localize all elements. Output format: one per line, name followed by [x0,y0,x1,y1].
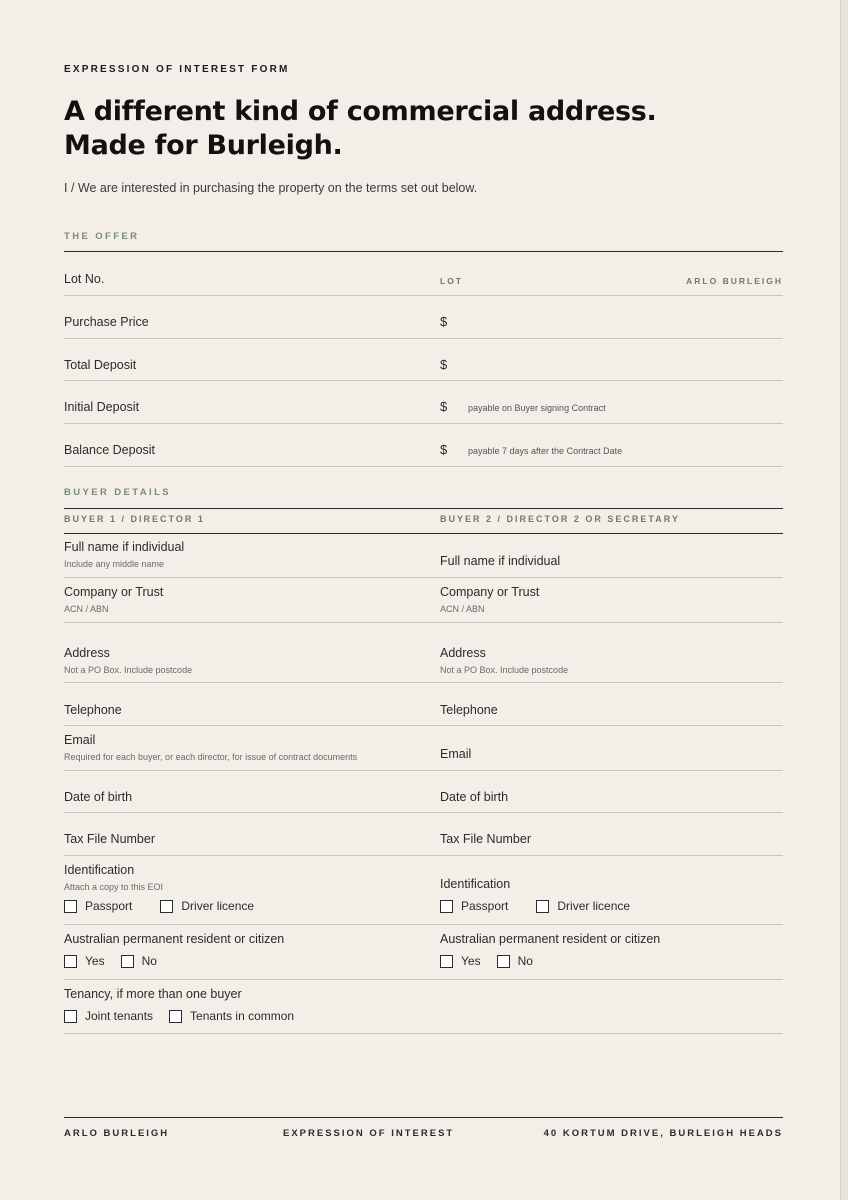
total-deposit-label: Total Deposit [64,358,137,372]
checkbox-label: Yes [461,954,481,968]
buyer-2-tfn-label: Tax File Number [440,832,531,846]
dob-field-line[interactable] [64,812,783,813]
tfn-field-line[interactable] [64,855,783,856]
divider [64,1033,783,1034]
balance-deposit-field-line[interactable] [64,466,783,467]
total-deposit-currency: $ [440,357,448,372]
checkbox-box[interactable] [440,955,453,968]
checkbox-box[interactable] [64,900,77,913]
tenants-in-common-checkbox[interactable] [169,1009,294,1023]
company-field-line[interactable] [64,622,783,623]
page-title [64,95,783,163]
joint-tenants-checkbox[interactable] [64,1009,153,1023]
checkbox-label: Tenants in common [190,1009,295,1023]
purchase-price-label: Purchase Price [64,315,149,329]
buyer-1-telephone-label: Telephone [64,703,122,717]
full-name-field-line[interactable] [64,577,783,578]
purchase-price-field-line[interactable] [64,338,783,339]
buyer-1-identification-hint: Attach a copy to this EOI [64,882,164,892]
buyer-1-residency-label: Australian permanent resident or citizen [64,932,285,946]
divider [64,979,783,980]
tenancy-options [64,1009,294,1023]
purchase-price-currency: $ [440,314,448,329]
buyer-2-yes-checkbox[interactable] [440,954,481,968]
buyer-2-telephone-label: Telephone [440,703,498,717]
buyer-2-company-label: Company or Trust [440,585,540,599]
buyer-2-passport-checkbox[interactable] [440,899,508,913]
footer-right: 40 KORTUM DRIVE, BURLEIGH HEADS [543,1128,783,1139]
initial-deposit-field-line[interactable] [64,423,783,424]
buyer-2-driver-licence-checkbox[interactable] [536,899,630,913]
buyer-1-full-name-hint: Include any middle name [64,559,165,569]
buyer-1-driver-licence-checkbox[interactable] [160,899,254,913]
initial-deposit-label: Initial Deposit [64,400,140,414]
buyer-1-email-hint: Required for each buyer, or each director, for issue of contract documents [64,752,358,762]
buyer-1-heading: BUYER 1 / DIRECTOR 1 [64,514,205,524]
tenancy-label: Tenancy, if more than one buyer [64,987,242,1001]
buyer-1-residency-options [64,954,157,968]
buyer-2-email-label: Email [440,747,472,761]
telephone-field-line[interactable] [64,725,783,726]
buyer-1-identification-label: Identification [64,863,135,877]
buyer-1-address-label: Address [64,646,110,660]
buyer-2-identification-options [440,899,630,913]
checkbox-label: No [141,954,157,968]
buyer-1-address-hint: Not a PO Box. Include postcode [64,665,193,675]
buyer-2-address-hint: Not a PO Box. Include postcode [440,665,569,675]
checkbox-box[interactable] [169,1010,182,1023]
buyer-2-full-name-label: Full name if individual [440,554,561,568]
buyer-2-dob-label: Date of birth [440,790,509,804]
checkbox-box[interactable] [536,900,549,913]
footer-divider [64,1117,783,1118]
checkbox-label: Yes [85,954,105,968]
balance-deposit-note: payable 7 days after the Contract Date [468,446,623,456]
balance-deposit-currency: $ [440,442,448,457]
checkbox-label: No [517,954,533,968]
buyer-2-no-checkbox[interactable] [497,954,533,968]
checkbox-label: Passport [461,899,509,913]
buyer-1-identification-options [64,899,254,913]
divider [64,533,783,534]
checkbox-box[interactable] [160,900,173,913]
section-title-buyer: BUYER DETAILS [64,487,172,498]
title-line-1: A different kind of commercial address. [64,96,657,127]
checkbox-label: Driver licence [181,899,255,913]
title-line-2: Made for Burleigh. [64,130,343,161]
buyer-1-full-name-label: Full name if individual [64,540,185,554]
checkbox-box[interactable] [121,955,134,968]
lot-label: Lot No. [64,272,105,286]
page-edge [840,0,848,1200]
checkbox-box[interactable] [64,1010,77,1023]
divider [64,251,783,252]
buyer-1-company-label: Company or Trust [64,585,164,599]
buyer-2-address-label: Address [440,646,486,660]
initial-deposit-currency: $ [440,399,448,414]
buyer-2-heading: BUYER 2 / DIRECTOR 2 OR SECRETARY [440,514,680,524]
intro-text: I / We are interested in purchasing the property on the terms set out below. [64,181,478,195]
buyer-2-residency-options [440,954,533,968]
buyer-1-no-checkbox[interactable] [121,954,157,968]
footer-left: ARLO BURLEIGH [64,1128,170,1139]
buyer-1-email-label: Email [64,733,96,747]
buyer-2-identification-label: Identification [440,877,511,891]
checkbox-box[interactable] [497,955,510,968]
project-tag: ARLO BURLEIGH [686,276,783,286]
initial-deposit-note: payable on Buyer signing Contract [468,403,606,413]
checkbox-box[interactable] [64,955,77,968]
address-field-line[interactable] [64,682,783,683]
form-eyebrow: EXPRESSION OF INTEREST FORM [64,64,290,75]
checkbox-label: Passport [85,899,133,913]
checkbox-label: Joint tenants [85,1009,154,1023]
divider [64,924,783,925]
total-deposit-field-line[interactable] [64,380,783,381]
buyer-1-yes-checkbox[interactable] [64,954,105,968]
lot-field-line[interactable] [64,295,783,296]
checkbox-box[interactable] [440,900,453,913]
buyer-1-passport-checkbox[interactable] [64,899,132,913]
buyer-1-dob-label: Date of birth [64,790,133,804]
divider [64,508,783,509]
lot-tag: LOT [440,276,463,286]
buyer-2-company-hint: ACN / ABN [440,604,485,614]
checkbox-label: Driver licence [557,899,631,913]
footer-center: EXPRESSION OF INTEREST [283,1128,455,1139]
buyer-1-tfn-label: Tax File Number [64,832,155,846]
buyer-2-residency-label: Australian permanent resident or citizen [440,932,661,946]
section-title-offer: THE OFFER [64,231,140,242]
buyer-1-company-hint: ACN / ABN [64,604,109,614]
balance-deposit-label: Balance Deposit [64,443,156,457]
email-field-line[interactable] [64,770,783,771]
